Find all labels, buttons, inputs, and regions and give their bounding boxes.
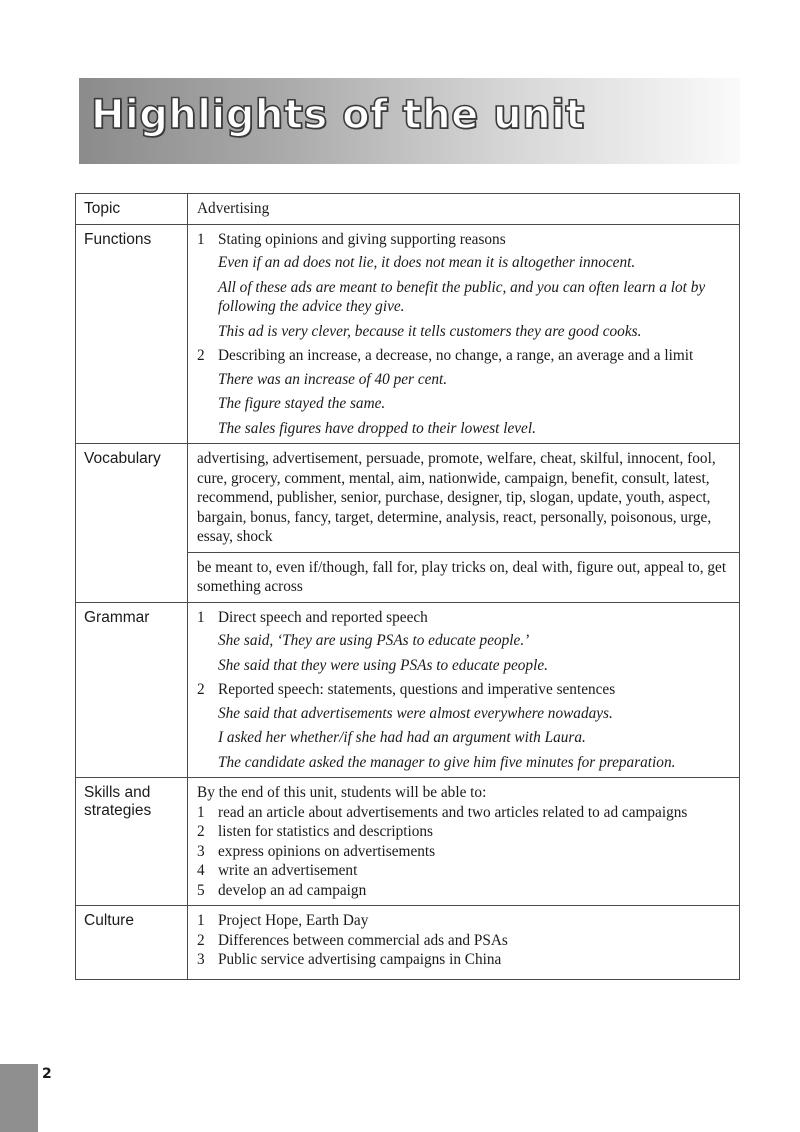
skill-item: [197, 803, 731, 823]
example-sentence: The sales figures have dropped to their lowest level.: [218, 419, 536, 437]
item-text: Reported speech: statements, questions and imperative sentences: [218, 681, 616, 698]
functions-row: [76, 224, 740, 444]
culture-item: [197, 950, 731, 970]
page-title: Highlights of the unit: [91, 92, 585, 138]
item-text: Stating opinions and giving supporting reasons: [218, 230, 506, 248]
example-sentence: Even if an ad does not lie, it does not mean it is altogether innocent.: [218, 254, 636, 271]
grammar-row: [76, 602, 740, 778]
vocabulary-phrases: [188, 552, 740, 602]
page-edge-tab: [0, 1064, 38, 1132]
item-text: express opinions on advertisements: [218, 842, 436, 860]
example-sentence: I asked her whether/if she had had an argument with Laura.: [218, 729, 586, 746]
item-text: read an article about advertisements and two articles related to ad campaigns: [218, 803, 688, 821]
skills-row: [76, 778, 740, 906]
skills-content: [188, 778, 740, 906]
item-number: 3: [197, 842, 205, 860]
item-text: Public service advertising campaigns in China: [218, 951, 502, 968]
item-number: 1: [197, 230, 205, 248]
example-sentence: She said that they were using PSAs to educate people.: [218, 656, 548, 674]
item-text: write an advertisement: [218, 862, 358, 879]
vocabulary-phrase-list: be meant to, even if/though, fall for, play tricks on, deal with, figure out, appeal to, get something across: [197, 558, 727, 595]
item-text: Describing an increase, a decrease, no change, a range, an average and a limit: [218, 347, 694, 364]
item-number: 3: [197, 951, 205, 968]
example-sentence: The candidate asked the manager to give him five minutes for preparation.: [218, 753, 676, 771]
culture-row: [76, 906, 740, 980]
skills-intro: By the end of this unit, students will be able to:: [197, 784, 487, 801]
culture-item: [197, 911, 731, 931]
item-text: listen for statistics and descriptions: [218, 823, 433, 840]
example-sentence: There was an increase of 40 per cent.: [218, 370, 448, 388]
vocabulary-word-list: advertising, advertisement, persuade, promote, welfare, cheat, skilful, innocent, fool, cure, grocery, comment, mental, aim, nationwide, campaign, benefit, consult, latest, recommend, publisher, senior, purchase, designer, tip, slogan, update, youth, aspect, bargain, bonus, fancy, target, determine, analysis, react, personally, poisonous, urge, essay, shock: [197, 450, 716, 545]
row-label-culture: Culture: [76, 906, 188, 980]
vocabulary-words: [188, 444, 740, 553]
example-sentence: All of these ads are meant to benefit the public, and you can often learn a lot by following the advice they give.: [218, 278, 706, 315]
skill-item: [197, 861, 731, 881]
item-number: 1: [197, 608, 205, 626]
item-number: 5: [197, 881, 205, 899]
example-sentence: She said that advertisements were almost everywhere nowadays.: [218, 704, 613, 722]
function-item: [197, 346, 731, 366]
skill-item: [197, 842, 731, 862]
item-number: 2: [197, 347, 205, 364]
item-number: 1: [197, 803, 205, 821]
item-number: 2: [197, 823, 205, 840]
item-number: 1: [197, 912, 205, 929]
item-text: Project Hope, Earth Day: [218, 912, 369, 929]
example-sentence: She said, ‘They are using PSAs to educate people.’: [218, 632, 530, 649]
item-number: 2: [197, 681, 205, 698]
grammar-content: [188, 602, 740, 778]
item-text: Direct speech and reported speech: [218, 608, 428, 626]
item-number: 4: [197, 862, 205, 879]
item-number: 2: [197, 931, 205, 949]
row-label-vocabulary: Vocabulary: [76, 444, 188, 603]
skill-item: [197, 822, 731, 842]
page-number: 2: [42, 1066, 52, 1082]
row-label-functions: Functions: [76, 224, 188, 444]
grammar-item: [197, 680, 731, 700]
topic-row: [76, 194, 740, 225]
item-text: Differences between commercial ads and PSAs: [218, 931, 508, 949]
example-sentence: This ad is very clever, because it tells customers they are good cooks.: [218, 322, 642, 340]
highlights-table: [75, 193, 740, 980]
culture-content: [188, 906, 740, 980]
grammar-item: [197, 608, 731, 628]
row-label-grammar: Grammar: [76, 602, 188, 778]
topic-value: Advertising: [197, 200, 270, 217]
row-label-skills: Skills and strategies: [76, 778, 188, 906]
item-text: develop an ad campaign: [218, 881, 367, 899]
unit-header-banner: [79, 78, 740, 164]
skill-item: [197, 881, 731, 901]
row-label-topic: Topic: [76, 194, 188, 225]
example-sentence: The figure stayed the same.: [218, 395, 386, 412]
function-item: [197, 230, 731, 250]
topic-content: [188, 194, 740, 225]
culture-item: [197, 931, 731, 951]
vocabulary-row: [76, 444, 740, 553]
functions-content: [188, 224, 740, 444]
